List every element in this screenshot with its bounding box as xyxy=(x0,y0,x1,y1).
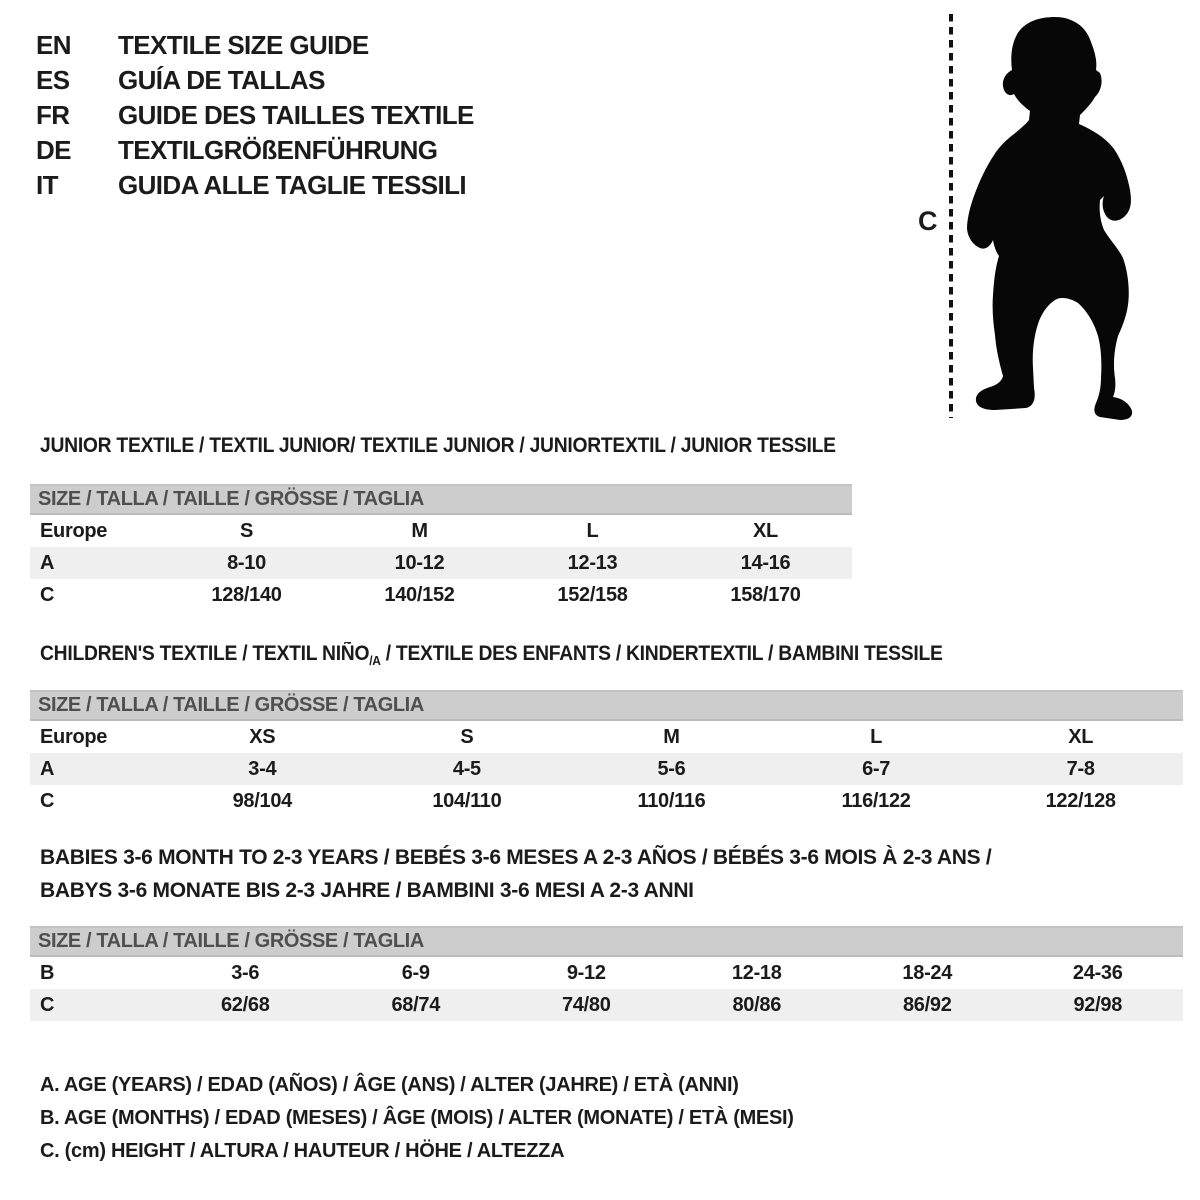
value-cell: 24-36 xyxy=(1072,962,1123,984)
language-code: FR xyxy=(36,100,70,130)
size-cell: XS xyxy=(249,726,276,748)
section-title-junior: JUNIOR TEXTILE / TEXTIL JUNIOR/ TEXTILE JUNIOR / JUNIORTEXTIL / JUNIOR TESSILE xyxy=(40,434,836,457)
section-title-children-rest: / TEXTILE DES ENFANTS / KINDERTEXTIL / BAMBINI TESSILE xyxy=(380,642,943,665)
section-title-children xyxy=(40,642,943,666)
value-cell: 8-10 xyxy=(227,552,266,574)
value-cell: 116/122 xyxy=(841,790,911,812)
value-cell: 158/170 xyxy=(730,584,801,606)
table-header-bar: SIZE / TALLA / TAILLE / GRÖSSE / TAGLIA xyxy=(30,690,1183,721)
junior-size-table xyxy=(30,484,852,611)
value-cell: 6-9 xyxy=(401,962,430,984)
table-row-sizes xyxy=(30,515,852,547)
value-cell: 110/116 xyxy=(637,790,706,812)
value-cell: 4-5 xyxy=(452,758,481,780)
toddler-silhouette-image xyxy=(950,0,1200,425)
children-size-table xyxy=(30,690,1183,817)
row-label: B xyxy=(40,962,55,984)
size-cell: L xyxy=(586,520,599,542)
language-title: TEXTILE SIZE GUIDE xyxy=(118,30,369,60)
table-header-bar: SIZE / TALLA / TAILLE / GRÖSSE / TAGLIA xyxy=(30,484,852,515)
section-title-children-main: CHILDREN'S TEXTILE / TEXTIL NIÑO xyxy=(40,642,370,665)
value-cell: 152/158 xyxy=(557,584,628,606)
size-cell: XL xyxy=(1068,726,1094,748)
size-cell: L xyxy=(870,726,883,748)
value-cell: 18-24 xyxy=(902,962,953,984)
measure-c-label: C xyxy=(918,206,938,236)
value-cell: 74/80 xyxy=(561,994,611,1016)
language-code: IT xyxy=(36,170,58,200)
value-cell: 140/152 xyxy=(384,584,455,606)
value-cell: 7-8 xyxy=(1066,758,1095,780)
table-row-age xyxy=(30,547,852,579)
language-code: ES xyxy=(36,65,70,95)
row-label: A xyxy=(40,758,55,780)
value-cell: 14-16 xyxy=(740,552,791,574)
row-label: C xyxy=(40,994,55,1016)
value-cell: 104/110 xyxy=(432,790,502,812)
section-title-babies-line1: BABIES 3-6 MONTH TO 2-3 YEARS / BEBÉS 3-6 MESES A 2-3 AÑOS / BÉBÉS 3-6 MOIS À 2-3 ANS / xyxy=(40,846,992,869)
size-cell: S xyxy=(239,520,254,542)
table-row-sizes xyxy=(30,721,1183,753)
size-cell: XL xyxy=(753,520,778,542)
language-list xyxy=(36,28,474,203)
value-cell: 80/86 xyxy=(732,994,782,1016)
size-cell: M xyxy=(411,520,428,542)
language-row xyxy=(36,63,474,98)
height-measure-figure xyxy=(888,0,1200,432)
row-label: A xyxy=(40,552,55,574)
babies-size-table xyxy=(30,926,1183,1021)
value-cell: 9-12 xyxy=(566,962,606,984)
legend-line-c: C. (cm) HEIGHT / ALTURA / HAUTEUR / HÖHE / ALTEZZA xyxy=(40,1140,565,1162)
value-cell: 92/98 xyxy=(1073,994,1123,1016)
legend-line-a: A. AGE (YEARS) / EDAD (AÑOS) / ÂGE (ANS) / ALTER (JAHRE) / ETÀ (ANNI) xyxy=(40,1074,739,1096)
value-cell: 68/74 xyxy=(391,994,441,1016)
language-row xyxy=(36,28,474,63)
size-cell: S xyxy=(460,726,474,748)
row-label: C xyxy=(40,790,55,812)
table-row-months xyxy=(30,957,1183,989)
value-cell: 12-13 xyxy=(567,552,618,574)
table-row-height xyxy=(30,579,852,611)
measure-legend xyxy=(40,1069,794,1168)
value-cell: 62/68 xyxy=(220,994,270,1016)
section-title-babies-line2: BABYS 3-6 MONATE BIS 2-3 JAHRE / BAMBINI 3-6 MESI A 2-3 ANNI xyxy=(40,879,694,902)
table-row-height xyxy=(30,989,1183,1021)
value-cell: 98/104 xyxy=(232,790,292,812)
row-label: Europe xyxy=(40,520,108,542)
language-row xyxy=(36,98,474,133)
value-cell: 3-4 xyxy=(248,758,277,780)
value-cell: 12-18 xyxy=(731,962,782,984)
legend-line-b: B. AGE (MONTHS) / EDAD (MESES) / ÂGE (MOIS) / ALTER (MONATE) / ETÀ (MESI) xyxy=(40,1107,794,1129)
section-title-children-sub: /A xyxy=(369,653,381,668)
language-title: GUIDA ALLE TAGLIE TESSILI xyxy=(118,170,467,200)
value-cell: 86/92 xyxy=(902,994,952,1016)
language-title: GUÍA DE TALLAS xyxy=(118,65,325,95)
language-code: EN xyxy=(36,30,71,60)
value-cell: 122/128 xyxy=(1045,790,1116,812)
language-code: DE xyxy=(36,135,71,165)
language-row xyxy=(36,168,474,203)
row-label: Europe xyxy=(40,726,108,748)
table-row-height xyxy=(30,785,1183,817)
value-cell: 6-7 xyxy=(862,758,891,780)
language-title: TEXTILGRÖßENFÜHRUNG xyxy=(118,135,438,165)
value-cell: 3-6 xyxy=(231,962,260,984)
language-title: GUIDE DES TAILLES TEXTILE xyxy=(118,100,474,130)
value-cell: 128/140 xyxy=(211,584,282,606)
row-label: C xyxy=(40,584,55,606)
language-row xyxy=(36,133,474,168)
table-header-bar: SIZE / TALLA / TAILLE / GRÖSSE / TAGLIA xyxy=(30,926,1183,957)
size-cell: M xyxy=(663,726,680,748)
table-row-age xyxy=(30,753,1183,785)
value-cell: 10-12 xyxy=(394,552,445,574)
value-cell: 5-6 xyxy=(657,758,686,780)
